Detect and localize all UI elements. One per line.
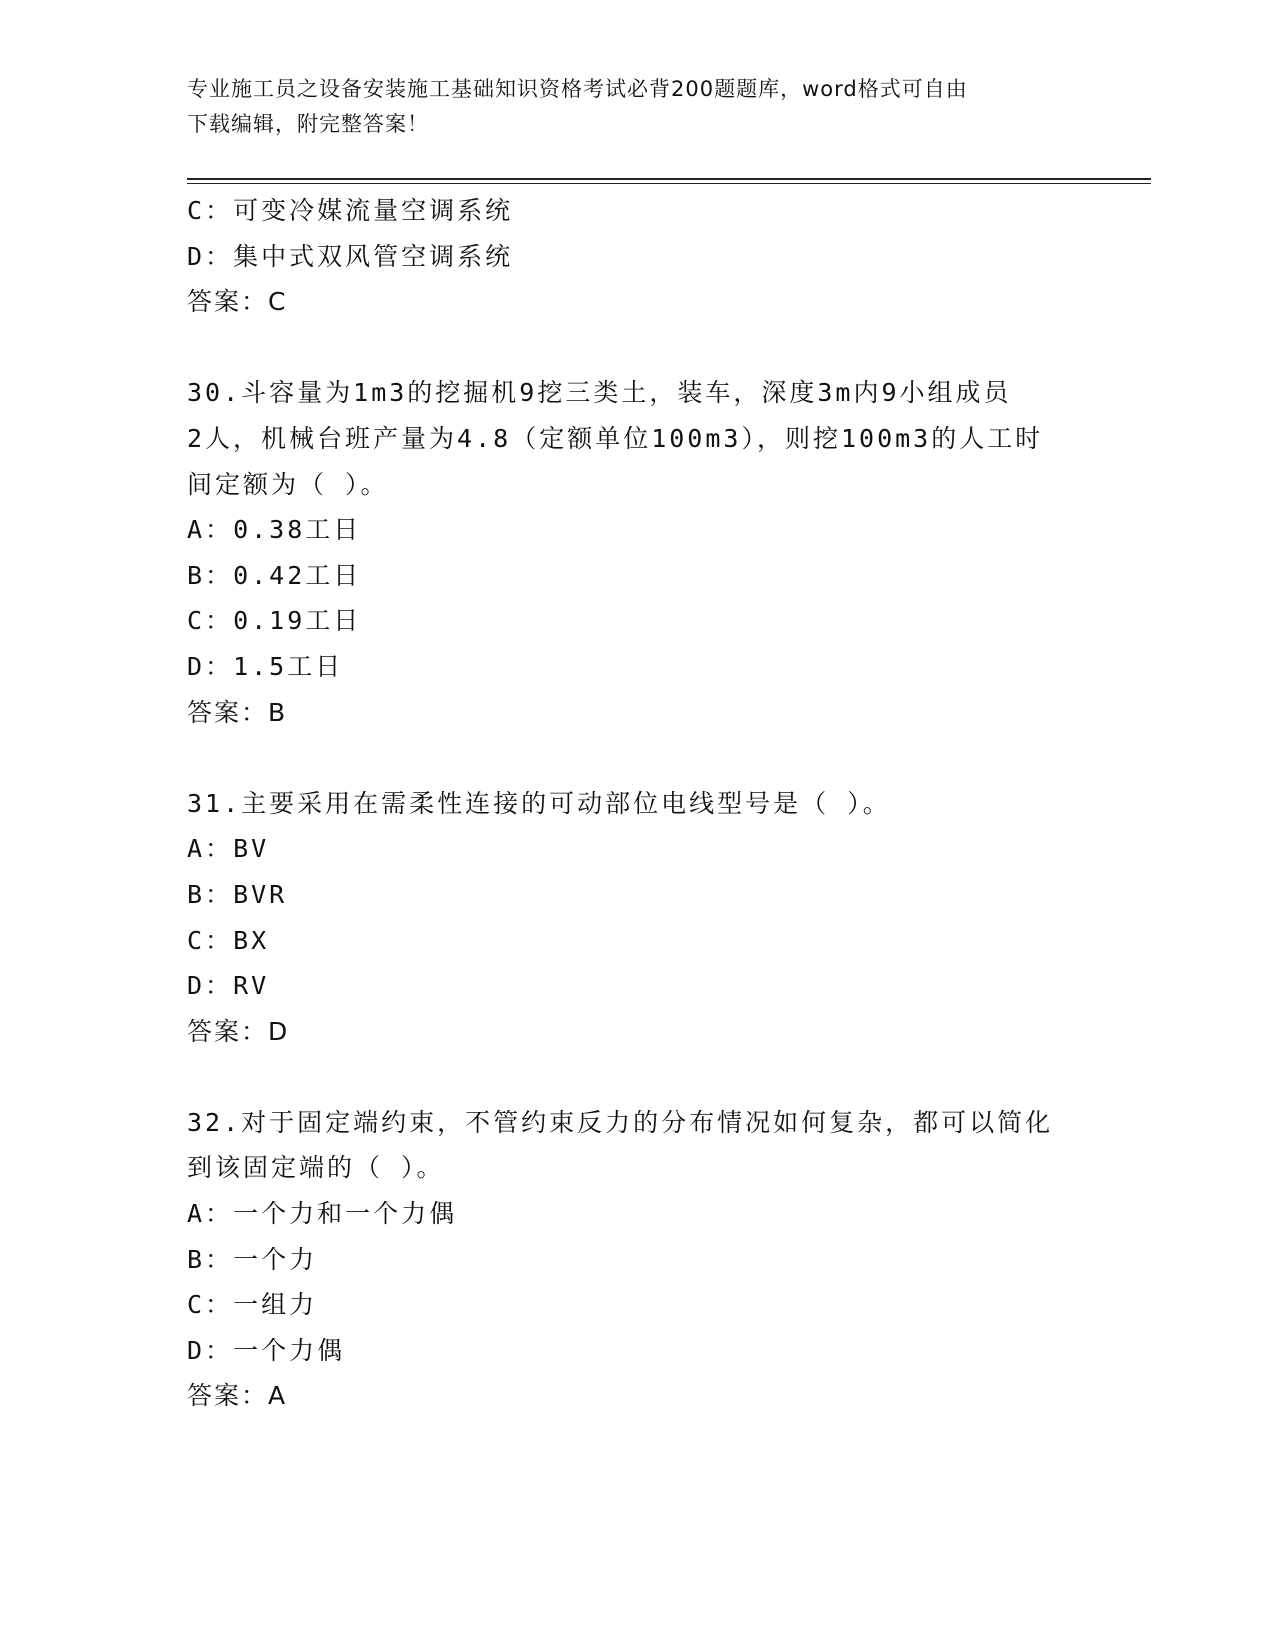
question-stem-line: 30.斗容量为1m3的挖掘机9挖三类土，装车，深度3m内9小组成员 (187, 378, 1012, 408)
option-c (187, 598, 1087, 644)
answer-line: 答案：D (187, 1016, 290, 1046)
question-stem-line: 32.对于固定端约束，不管约束反力的分布情况如何复杂，都可以简化 (187, 1107, 1054, 1137)
option-a (187, 1191, 1087, 1237)
header-line-2: 下载编辑，附完整答案！ (187, 112, 429, 136)
answer-line: 答案：A (187, 1381, 288, 1411)
option-d (187, 234, 1087, 280)
option-label: A： (187, 515, 234, 545)
option-label: B： (187, 560, 234, 590)
option-d (187, 1328, 1087, 1374)
answer-line: 答案：B (187, 697, 288, 727)
option-label: D： (187, 651, 234, 681)
header-divider-thin (187, 183, 1151, 184)
question-30 (187, 370, 1087, 735)
option-text: 0.19工日 (233, 606, 362, 636)
option-text: 0.38工日 (233, 515, 362, 545)
question-stem-line: 到该固定端的（ ）。 (187, 1153, 445, 1183)
option-text: 一个力 (233, 1244, 318, 1274)
option-text: RV (233, 971, 270, 1001)
option-c (187, 188, 1087, 234)
option-text: 集中式双风管空调系统 (233, 241, 514, 271)
answer-line: 答案：C (187, 287, 288, 317)
header-divider-thick (187, 178, 1151, 180)
option-text: BV (233, 834, 270, 864)
question-31 (187, 781, 1087, 1055)
option-d (187, 644, 1087, 690)
option-c (187, 918, 1087, 964)
option-text: 0.42工日 (233, 560, 362, 590)
document-header (187, 72, 1067, 142)
option-c (187, 1282, 1087, 1328)
option-text: 一组力 (233, 1290, 318, 1320)
option-label: C： (187, 1290, 234, 1320)
option-text: 1.5工日 (233, 651, 344, 681)
question-stem-line: 31.主要采用在需柔性连接的可动部位电线型号是（ ）。 (187, 788, 891, 818)
option-label: C： (187, 606, 234, 636)
option-label: B： (187, 879, 234, 909)
option-label: B： (187, 1244, 234, 1274)
option-text: BVR (233, 879, 288, 909)
option-label: D： (187, 971, 234, 1001)
option-label: A： (187, 834, 234, 864)
option-d (187, 963, 1087, 1009)
option-text: 一个力和一个力偶 (233, 1199, 458, 1229)
option-a (187, 826, 1087, 872)
option-label: A： (187, 1199, 234, 1229)
question-stem-line: 间定额为（ ）。 (187, 469, 389, 499)
option-label: C： (187, 925, 234, 955)
question-32 (187, 1100, 1087, 1419)
option-text: 可变冷媒流量空调系统 (233, 196, 514, 225)
spacer (187, 735, 1087, 781)
spacer (187, 325, 1087, 371)
option-b (187, 872, 1087, 918)
question-stem-line: 2人，机械台班产量为4.8（定额单位100m3），则挖100m3的人工时 (187, 423, 1044, 453)
option-b (187, 553, 1087, 599)
option-a (187, 507, 1087, 553)
option-text: 一个力偶 (233, 1335, 346, 1365)
option-b (187, 1237, 1087, 1283)
option-label: D： (187, 241, 234, 271)
option-text: BX (233, 925, 270, 955)
document-body (187, 188, 1087, 1419)
header-line-1: 专业施工员之设备安装施工基础知识资格考试必背200题题库，word格式可自由 (187, 77, 968, 101)
spacer (187, 1054, 1087, 1100)
prev-question-block (187, 188, 1087, 325)
option-label: D： (187, 1335, 234, 1365)
option-label: C： (187, 196, 234, 225)
